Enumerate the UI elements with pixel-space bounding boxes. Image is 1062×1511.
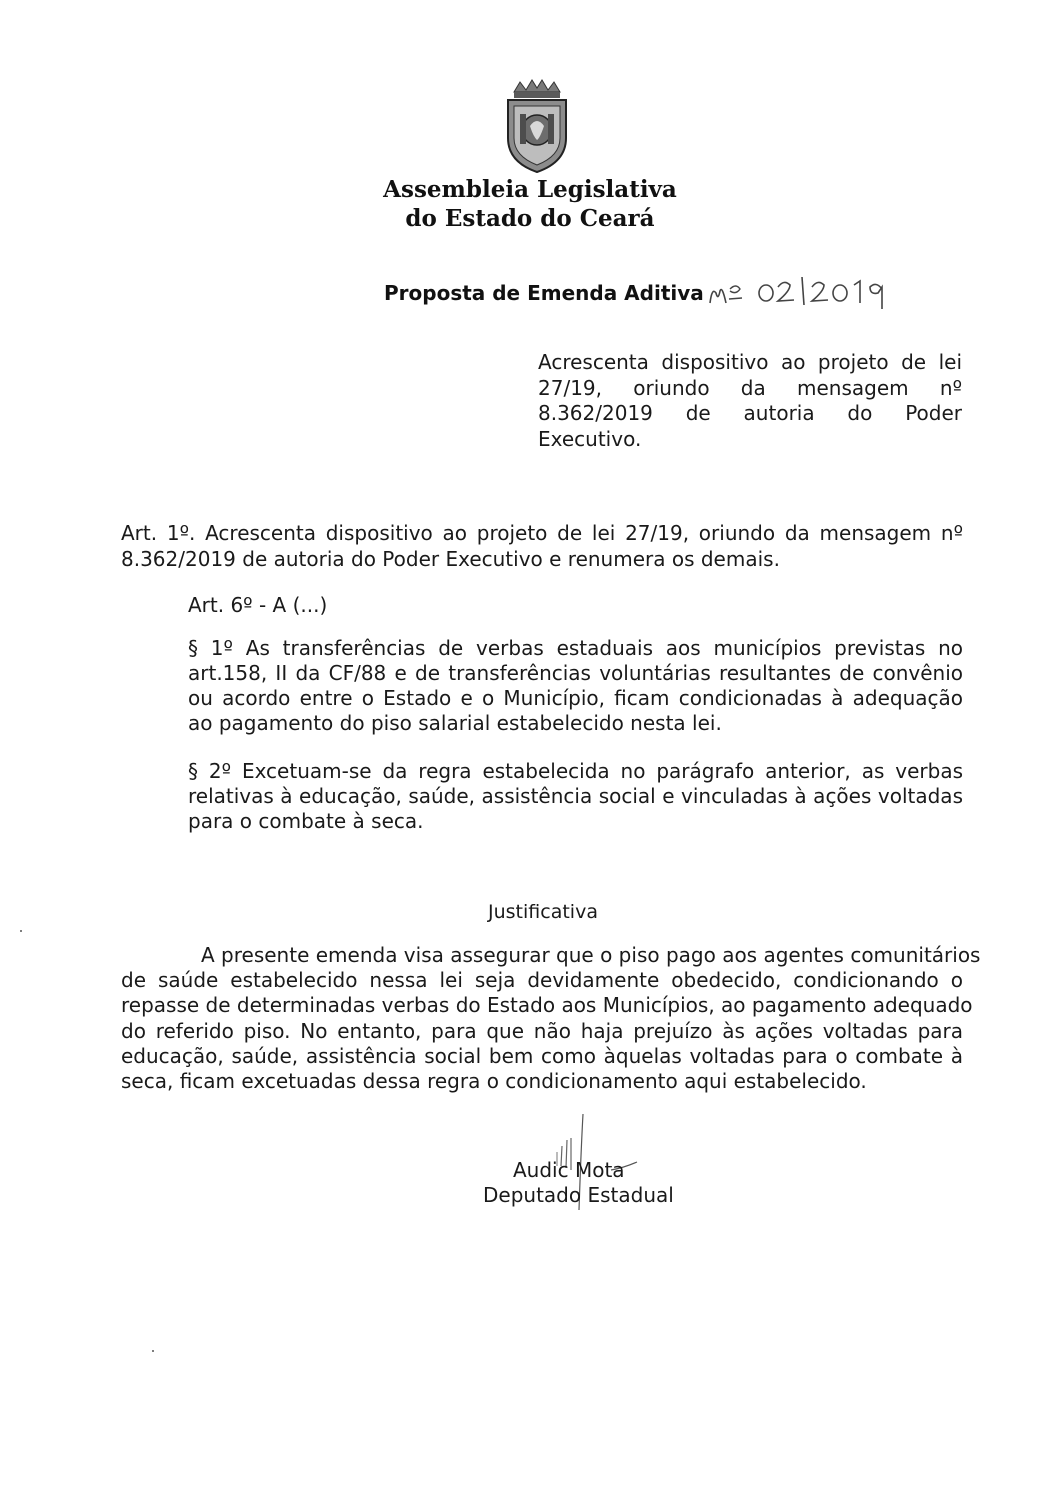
amendment-summary xyxy=(538,350,962,452)
proposal-title: Proposta de Emenda Aditiva xyxy=(384,281,704,305)
article-6-heading: Art. 6º - A (...) xyxy=(188,593,328,617)
justification-text xyxy=(121,943,981,1094)
org-name-line1: Assembleia Legislativa xyxy=(383,176,677,203)
paragraph-line: relativas à educação, saúde, assistência social e vinculadas à ações voltadas xyxy=(188,784,963,808)
coat-of-arms-icon xyxy=(500,78,574,174)
justification-line: repasse de determinadas verbas do Estado aos Municípios, ao pagamento adequado xyxy=(121,993,973,1018)
justification-line: educação, saúde, assistência social bem como àquelas voltadas para o combate à xyxy=(121,1043,963,1068)
paragraph-1 xyxy=(188,636,963,736)
org-name-line2: do Estado do Ceará xyxy=(405,205,655,232)
scan-speck xyxy=(152,1350,154,1352)
justification-line: seca, ficam excetuadas dessa regra o condicionamento aqui estabelecido. xyxy=(121,1069,867,1094)
signer-role: Deputado Estadual xyxy=(483,1183,674,1207)
signer-name: Audic Mota xyxy=(513,1158,625,1182)
justification-title: Justificativa xyxy=(488,901,598,923)
justification-line: A presente emenda visa assegurar que o piso pago aos agentes comunitários xyxy=(201,943,981,967)
paragraph-2 xyxy=(188,759,963,834)
summary-line: Executivo. xyxy=(538,426,642,451)
paragraph-line: para o combate à seca. xyxy=(188,809,424,833)
scan-speck xyxy=(20,930,22,932)
paragraph-line: art.158, II da CF/88 e de transferências voluntárias resultantes de convênio xyxy=(188,661,963,685)
paragraph-line: § 2º Excetuam-se da regra estabelecida no parágrafo anterior, as verbas xyxy=(188,759,963,783)
article-1-line: Art. 1º. Acrescenta dispositivo ao projeto de lei 27/19, oriundo da mensagem nº xyxy=(121,521,963,545)
summary-line: Acrescenta dispositivo ao projeto de lei xyxy=(538,350,962,374)
article-1 xyxy=(121,520,963,572)
article-1-line: 8.362/2019 de autoria do Poder Executivo e renumera os demais. xyxy=(121,547,780,571)
justification-line: de saúde estabelecido nessa lei seja devidamente obedecido, condicionando o xyxy=(121,968,963,993)
summary-line: 27/19, oriundo da mensagem nº xyxy=(538,375,962,400)
summary-line: 8.362/2019 de autoria do Poder xyxy=(538,401,962,425)
paragraph-line: ou acordo entre o Estado e o Município, ficam condicionadas à adequação xyxy=(188,686,963,710)
handwritten-proposal-number xyxy=(706,273,936,313)
justification-line: do referido piso. No entanto, para que não haja prejuízo às ações voltadas para xyxy=(121,1018,963,1043)
paragraph-line: § 1º As transferências de verbas estaduais aos municípios previstas no xyxy=(188,636,963,660)
paragraph-line: ao pagamento do piso salarial estabelecido nesta lei. xyxy=(188,711,722,735)
